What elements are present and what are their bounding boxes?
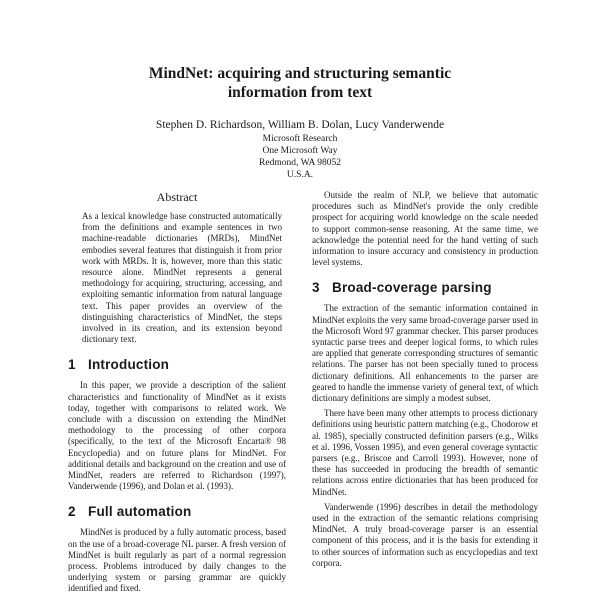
parsing-paragraph-3: Vanderwende (1996) describes in detail the methodology used in the extraction of the semantic relations comprising MindNet. A truly broad-coverage parser is an essential component of this process, and it is the basis for extending it to other sources of information such as encyclopedias and text corpora. <box>312 501 538 568</box>
full-automation-paragraph: MindNet is produced by a fully automatic process, based on the use of a broad-coverage NL parser. A fresh version of MindNet is built regularly as part of a normal regression process. Problems introduced by daily changes to the underlying system or parsing grammar are quickly identified and fixed. <box>68 527 286 594</box>
nlp-paragraph: Outside the realm of NLP, we believe that automatic procedures such as MindNet's provide the only credible prospect for acquiring world knowledge on the scale needed to support common-sense reasoning. At the same time, we acknowledge the potential need for the hand vetting of such information to insure accuracy and consistency in production level systems. <box>312 190 538 268</box>
left-column <box>68 190 286 599</box>
section-title: Full automation <box>88 504 192 520</box>
section-number: 3 <box>312 280 320 296</box>
section-heading-broad-coverage-parsing <box>312 280 538 295</box>
author-list: Stephen D. Richardson, William B. Dolan, Lucy Vanderwende <box>155 119 445 131</box>
affiliation-city: Redmond, WA 98052 <box>259 158 341 168</box>
section-title: Broad-coverage parsing <box>332 280 492 296</box>
section-number: 1 <box>68 357 76 373</box>
abstract-text: As a lexical knowledge base constructed automatically from the definitions and example sentences in two machine-readable dictionaries (MRDs), MindNet embodies several features that distinguish it from prior work with MRDs. It is, however, more than this static resource alone. MindNet represents a general methodology for acquiring, structuring, accessing, and exploiting semantic information from natural language text. This paper provides an overview of the distinguishing characteristics of MindNet, the steps involved in its creation, and its extension beyond dictionary text. <box>82 211 282 345</box>
paper-title <box>100 64 500 102</box>
abstract-heading: Abstract <box>156 190 198 204</box>
affiliation-country: U.S.A. <box>286 170 314 180</box>
affiliation-street: One Microsoft Way <box>262 146 338 156</box>
affiliation-org: Microsoft Research <box>262 134 338 144</box>
parsing-paragraph-1: The extraction of the semantic information contained in MindNet exploits the very same broad-coverage parser used in the Microsoft Word 97 grammar checker. This parser produces syntactic parse trees and deeper logical forms, to which rules are applied that generate corresponding structures of semantic relations. The parser has not been specially tuned to process dictionary definitions. All enhancements to the parser are geared to handle the immense variety of general text, of which dictionary definitions are simply a modest subset. <box>312 303 538 404</box>
title-line-1: MindNet: acquiring and structuring semantic <box>148 65 452 82</box>
section-title: Introduction <box>88 357 170 373</box>
introduction-paragraph: In this paper, we provide a description of the salient characteristics and functionality of MindNet as it exists today, together with comparisons to related work. We conclude with a discussion on extending the MindNet methodology to the processing of other corpora (specifically, to the text of the Microsoft Encarta® 98 Encyclopedia) and on future plans for MindNet. For additional details and background on the creation and use of MindNet, readers are referred to Richardson (1997), Vanderwende (1996), and Dolan et al. (1993). <box>68 380 286 492</box>
section-heading-introduction <box>68 357 286 372</box>
section-number: 2 <box>68 504 76 520</box>
right-column <box>312 190 538 573</box>
parsing-paragraph-2: There have been many other attempts to process dictionary definitions using heuristic pattern matching (e.g., Chodorow et al. 1985), specially constructed definition parsers (e.g., Wilks et al. 1996, Vossen 1995), and even general coverage syntactic parsers (e.g., Briscoe and Carroll 1993). However, none of these has succeeded in producing the breadth of semantic relations across entire dictionaries that has been produced for MindNet. <box>312 408 538 497</box>
title-line-2: information from text <box>227 84 373 101</box>
section-heading-full-automation <box>68 504 286 519</box>
